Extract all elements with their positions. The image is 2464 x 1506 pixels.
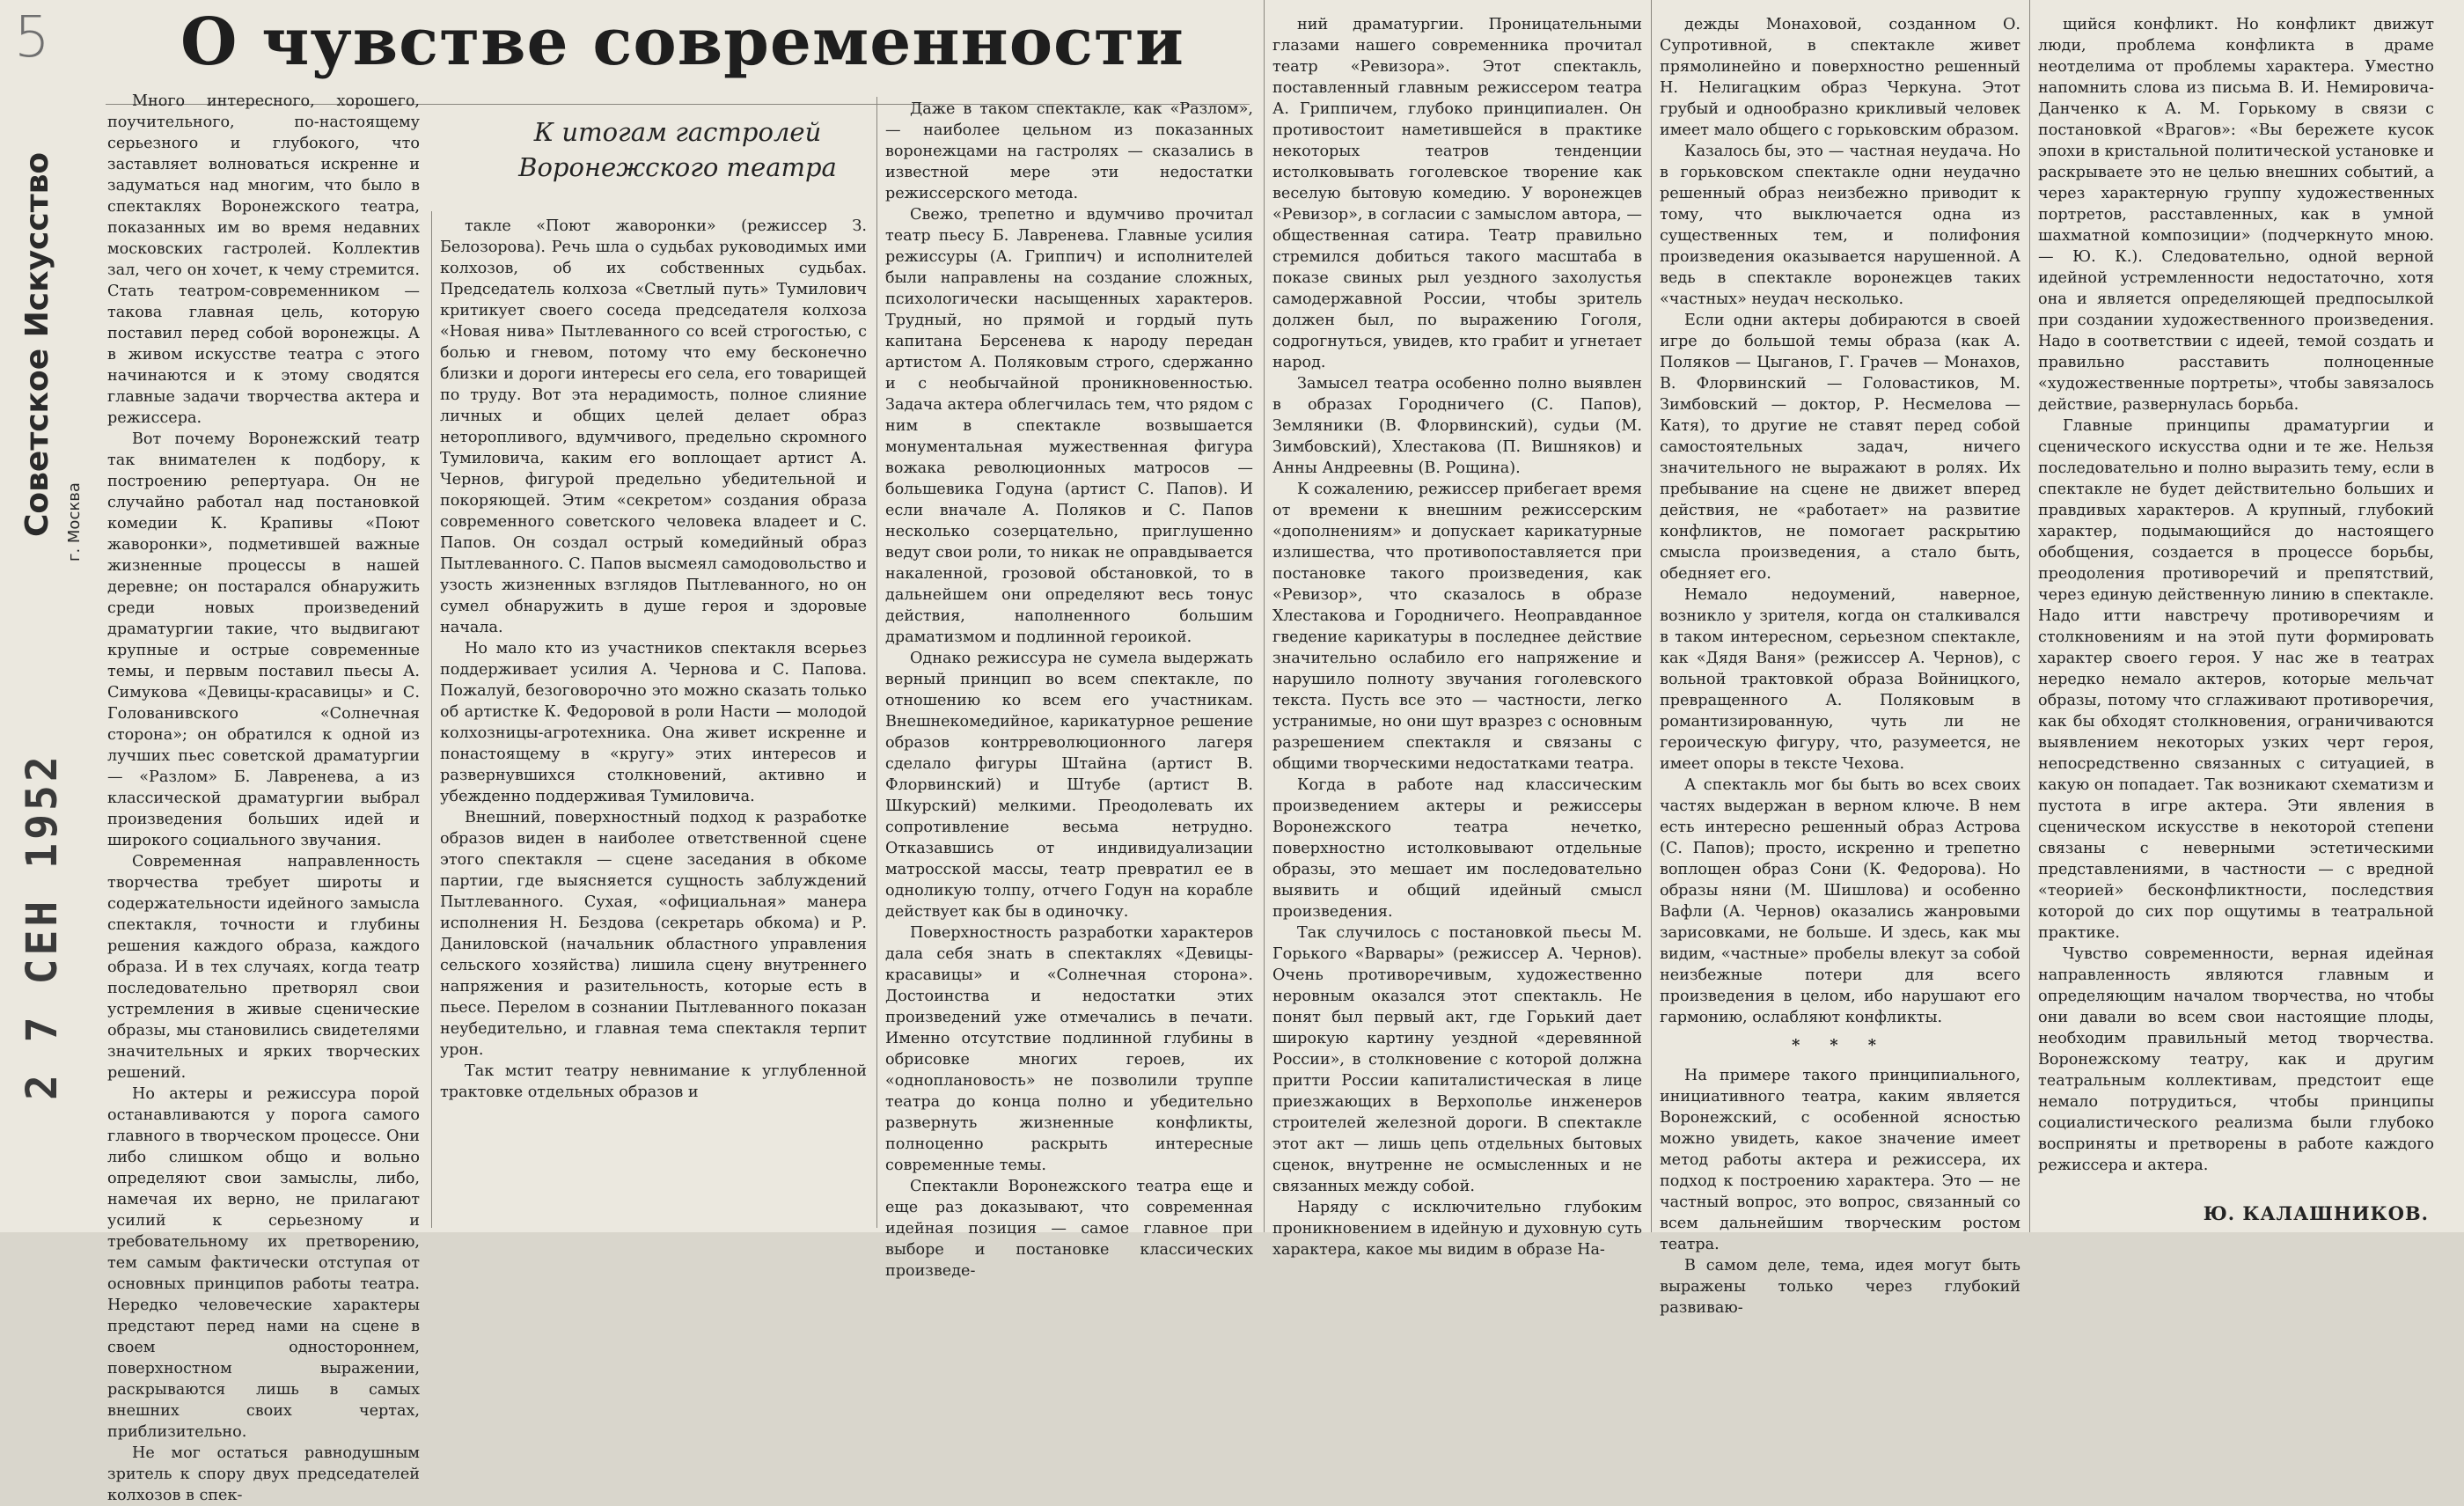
paragraph: щийся конфликт. Но конфликт движут люди, проблема конфликта в драме неотделима от проблемы характера. Уместно напомнить слова из письма В. И. Немировича-Данченко к А. М. Горькому в связи с постановкой «Врагов»: «Вы бережете кусок эпохи в кристальной политической установке и раскрываете это не целью внешних событий, а через характерную группу художественных портретов, расставленных, как в умной шахматной композиции» (подчеркнуто мною. — Ю. К.). Следовательно, одной верной идейной устремленности недостаточно, хотя она и является определяющей предпосылкой при создании художественного произведения. Надо в соответствии с идеей, темой создать и правильно расставить полноценные «художественные портреты», чтобы завязалось действие, развернулась борьба. bbox=[2038, 16, 2434, 414]
column-rule bbox=[1651, 0, 1652, 1232]
date-stamp bbox=[18, 753, 79, 1109]
paragraph: Спектакли Воронежского театра еще и еще раз доказывают, что современная идейная позиция — самое главное при выборе и постановке классических произведе- bbox=[885, 1178, 1253, 1280]
paragraph: ний драматургии. Проницательными глазами нашего современника прочитал театр «Ревизора». Этот спектакль, поставленный главным режиссером театра А. Гриппичем, глубоко принципиален. Он противостоит наметившейся в практике некоторых театров тенденции истолковывать гоголевское творение как веселую бытовую комедию. У воронежцев «Ревизор», в согласии с замыслом автора, — общественная сатира. Театр правильно стремился добиться такого масштаба в показе свиных рыл уездного захолустья самодержавной России, чтобы зритель должен был, по выражению Гоголя, содрогнуться, увидев, кто грабит и угнетает народ. bbox=[1272, 16, 1642, 371]
paragraph: Если одни актеры добираются в своей игре до большой темы образа (как А. Поляков — Цыганов, Г. Грачев — Монахов, В. Флорвинский — Головастиков, М. Зимбовский — доктор, Р. Несмелова — Катя), то другие не ставят перед собой самостоятельных задач, ничего значительного не выражают в ролях. Их пребывание на сцене не движет вперед действия, не «работает» на развитие конфликтов, не помогает раскрытию смысла произведения, а стало быть, обедняет его. bbox=[1660, 312, 2020, 583]
paragraph: Наряду с исключительно глубоким проникновением в идейную и духовную суть характера, какое мы видим в образе На- bbox=[1272, 1199, 1642, 1259]
article-column-2 bbox=[440, 216, 867, 1228]
paragraph: К сожалению, режиссер прибегает время от времени к внешним режиссерским «дополнениям» и допускает карикатурные излишества, что противопоставляется при постановке такого произведения, как «Ревизор», что сказалось в образе Хлестакова и Городничего. Неоправданное гведение карикатуры в последнее действие значительно ослабило его напряжение и нарушило полноту звучания гоголевского текста. Пусть все это — частности, легко устранимые, но они шут вразрез с основным разрешением спектакля и связаны с общими творческими недостатками театра. bbox=[1272, 481, 1642, 773]
paragraph: Внешний, поверхностный подход к разработке образов виден в наиболее ответственной сцене этого спектакля — сцене заседания в обкоме партии, где выясняется сущность заблуждений Пытлеванного. Сухая, «официальная» манера исполнения Н. Бездова (секретарь обкома) и Р. Даниловской (начальник областного управления сельского хозяйства) лишила сцену внутреннего напряжения и разительность, которые есть в пьесе. Перелом в сознании Пытлеванного показан неубедительно, и главная тема спектакля терпит урон. bbox=[440, 809, 867, 1059]
article-column-6 bbox=[2038, 14, 2434, 1198]
paragraph: Когда в работе над классическим произведением актеры и режиссеры Воронежского театра нечетко, поверхностно истолковывают отдельные образы, это мешает им последовательно выявить и общий идейный смысл произведения. bbox=[1272, 776, 1642, 921]
paragraph: Вот почему Воронежский театр так внимателен к подбору, к построению репертуара. Он не случайно работал над постановкой комедии К. Крапивы «Поют жаворонки», подметившей важные жизненные процессы в нашей деревне; он постарался обнаружить среди новых произведений драматургии такие, что выдвигают крупные и острые современные темы, и первым поставил пьесы А. Симукова «Девицы-красавицы» и С. Голованивского «Солнечная сторона»; он обратился к одной из лучших пьес советской драматургии — «Разлом» Б. Лавренева, а из классической драматургии выбрал произведения больших идей и широкого социального звучания. bbox=[107, 430, 420, 849]
paragraph: Не мог остаться равнодушным зритель к спору двух председателей колхозов в спек- bbox=[107, 1444, 420, 1504]
paragraph: Много интересного, хорошего, поучительного, по-настоящему серьезного и глубокого, что заставляет волноваться искренне и задуматься над многим, что было в спектаклях Воронежского театра, показанных им во время недавних московских гастролей. Коллектив зал, чего он хочет, к чему стремится. Стать театром-современником — такова главная цель, которую поставил перед собой воронежцы. А в живом искусстве театра с этого начинаются и к этому сводятся главные задачи творчества актера и режиссера. bbox=[107, 92, 420, 427]
column-rule bbox=[431, 211, 432, 1228]
column-rule bbox=[2029, 0, 2030, 1232]
paragraph: На примере такого принципиального, инициативного театра, каким является Воронежский, с особенной ясностью можно увидеть, какое значение имеет метод работы актера и режиссера, их подход к построению характера. Это — не частный вопрос, это вопрос, связанный со всем дальнейшим творческим ростом театра. bbox=[1660, 1067, 2020, 1253]
paragraph: Но мало кто из участников спектакля всерьез поддерживает усилия А. Чернова и С. Папова. Пожалуй, безоговорочно это можно сказать только об артистке К. Федоровой в роли Насти — молодой колхозницы-агротехника. Она живет искренне и понастоящему в «кругу» этих интересов и развернувшихся столкновений, активно и убежденно поддерживая Тумиловича. bbox=[440, 640, 867, 805]
paragraph: Немало недоумений, наверное, возникло у зрителя, когда он сталкивался в таком интересном, серьезном спектакле, как «Дядя Ваня» (режиссер А. Чернов), с вольной трактовкой образа Войницкого, превращенного А. Поляковым в романтизированную, чуть ли не героическую фигуру, что, разумеется, не имеет опоры в тексте Чехова. bbox=[1660, 586, 2020, 773]
paragraph: Свежо, трепетно и вдумчиво прочитал театр пьесу Б. Лавренева. Главные усилия режиссуры (А. Гриппич) и исполнителей были направлены на создание сложных, психологически насыщенных характеров. Трудный, но прямой и гордый путь капитана Берсенева к народу передан артистом А. Поляковым строго, сдержанно и с необычайной проникновенностью. Задача актера облегчилась тем, что рядом с ним в спектакле возвышается монументальная мужественная фигура вожака революционных матросов — большевика Годуна (артист С. Папов). И если вначале А. Поляков и С. Папов несколько созерцательно, приглушенно ведут свои роли, то никак не оправдывается накаленной, грозовой обстановкой, то в дальнейшем они определяют весь тонус действия, наполненного большим драматизмом и подлинной героикой. bbox=[885, 206, 1253, 646]
newspaper-city: г. Москва bbox=[65, 482, 84, 562]
column-rule bbox=[876, 97, 877, 1228]
paragraph: дежды Монаховой, созданном О. Супротивной, в спектакле живет прямолинейно и поверхностно решенный Н. Нелигацким образ Черкуна. Этот грубый и однообразно крикливый человек имеет мало общего с горьковским образом. bbox=[1660, 16, 2020, 139]
section-divider-stars: * * * bbox=[1792, 1036, 1888, 1054]
pencil-mark: 5 bbox=[14, 5, 50, 70]
paragraph: Даже в таком спектакле, как «Разлом», — наиболее цельном из показанных воронежцами на гастролях — сказались в известной мере эти недостатки режиссерского метода. bbox=[885, 100, 1253, 202]
paragraph: Так мстит театру невнимание к углубленной трактовке отдельных образов и bbox=[440, 1062, 867, 1101]
paragraph: А спектакль мог бы быть во всех своих частях выдержан в верном ключе. В нем есть интересно решенный образ Астрова (С. Папов); просто, искренно и трепетно воплощен образ Сони (К. Федорова). Но образы няни (М. Шишлова) и особенно Вафли (А. Чернов) оказались жанровыми зарисовками, не больше. И здесь, как мы видим, «частные» пробелы влекут за собой неизбежные потери для всего произведения в целом, ибо нарушают его гармонию, ослабляют конфликты. bbox=[1660, 776, 2020, 1026]
article-column-5 bbox=[1660, 14, 2020, 1317]
subtitle-line: К итогам гастролей bbox=[533, 117, 822, 147]
paragraph: такле «Поют жаворонки» (режиссер З. Белозорова). Речь шла о судьбах руководимых ими колхозов, об их собственных судьбах. Председатель колхоза «Светлый путь» Тумилович критикует своего соседа председателя колхоза «Новая нива» Пытлеванного со всей строгостью, с болью и гневом, потому что ему бесконечно близки и дороги интересы его села, его товарищей по труду. Вот эта нерадимость, полное слияние личных и общих целей делает образ неторопливого, вдумчивого, предельно скромного Тумиловича, каким его воплощает артист А. Чернов, фигурой предельно убедительной и покоряющей. Этим «секретом» создания образа современного советского человека владеет и С. Папов. Он создал острый комедийный образ Пытлеванного. С. Папов высмеял самодовольство и узость жизненных взглядов Пытлеванного, но он сумел обнаружить в душе героя и здоровые начала. bbox=[440, 217, 867, 636]
column-rule bbox=[1264, 0, 1265, 1232]
newspaper-name: Советское Искусство bbox=[19, 151, 55, 537]
paragraph: Поверхностность разработки характеров дала себя знать в спектаклях «Девицы-красавицы» и «Солнечная сторона». Достоинства и недостатки этих произведений уже отмечались в печати. Именно отсутствие подлинной глубины в обрисовке многих героев, их «одноплановость» не позволили труппе театра до конца полно и убедительно развернуть жизненные конфликты, полноценно раскрыть интересные современные темы. bbox=[885, 924, 1253, 1174]
archive-margin bbox=[0, 0, 97, 1232]
paragraph: Главные принципы драматургии и сценического искусства одни и те же. Нельзя последовательно и полно выразить тему, если в спектакле не будет действительно больших и правдивых характеров. А крупный, глубокий характер, подымающийся до настоящего обобщения, создается в процессе борьбы, преодоления противоречий и препятствий, через единую действенную линию в спектакле. Надо итти навстречу противоречиям и столкновениям и на этой пути формировать характер своего героя. У нас же в театрах нередко немало актеров, которые мельчат образы, потому что сглаживают противоречия, как бы обходят столкновения, ограничиваются выявлением некоторых узких черт героя, непосредственно связанных с ситуацией, в какую он попадает. Так возникают схематизм и пустота в игре актера. Эти явления в сценическом искусстве в некоторой степени связаны с неверными эстетическими представлениями, в частности — с вредной «теорией» бесконфликтности, последствия которой до сих пор ощутимы в театральной практике. bbox=[2038, 417, 2434, 942]
date-stamp-text: 2 7 СЕН 1952 bbox=[18, 753, 67, 1100]
article-title: О чувстве современности bbox=[180, 4, 1184, 80]
article-subtitle bbox=[502, 114, 854, 185]
author-signature: Ю. КАЛАШНИКОВ. bbox=[2203, 1202, 2429, 1224]
article-column-4 bbox=[1272, 14, 1642, 1259]
paragraph: В самом деле, тема, идея могут быть выражены только через глубокий развиваю- bbox=[1660, 1257, 2020, 1317]
paragraph: Казалось бы, это — частная неудача. Но в горьковском спектакле одни неудачно решенный образ неизбежно приводит к тому, что выключается одна из существенных тем, и полифония произведения оказывается нарушенной. А ведь в спектакле воронежцев таких «частных» неудач несколько. bbox=[1660, 143, 2020, 308]
paragraph: Но актеры и режиссура порой останавливаются у порога самого главного в творческом процессе. Они либо слишком общо и вольно определяют свои замыслы, либо, намечая их верно, не прилагают усилий к серьезному и требовательному их претворению, тем самым фактически отступая от основных принципов работы театра. Нередко человеческие характеры предстают перед нами на сцене в своем одностороннем, поверхностном выражении, раскрываются лишь в самых внешних своих чертах, приблизительно. bbox=[107, 1085, 420, 1441]
article-column-1 bbox=[107, 91, 420, 1504]
paragraph: Замысел театра особенно полно выявлен в образах Городничего (С. Папов), Земляники (В. Флорвинский), судьи (М. Зимбовский), Хлестакова (П. Вишняков) и Анны Андреевны (В. Рощина). bbox=[1272, 375, 1642, 477]
paragraph: Современная направленность творчества требует широты и содержательности идейного замысла спектакля, точности и глубины решения каждого образа, каждого образа. И в тех случаях, когда театр последовательно претворял свои устремления в живые сценические образы, мы становились свидетелями значительных и ярких творческих решений. bbox=[107, 853, 420, 1082]
paragraph: Чувство современности, верная идейная направленность являются главным и определяющим началом творчества, но чтобы они давали во всем свои настоящие плоды, необходим правильный метод творчества. Воронежскому театру, как и другим театральным коллективам, предстоит еще немало потрудиться, чтобы принципы социалистического реализма были глубоко восприняты и претворены в работе каждого режиссера и актера. bbox=[2038, 945, 2434, 1174]
paragraph: Так случилось с постановкой пьесы М. Горького «Варвары» (режиссер А. Чернов). Очень противоречивым, художественно неровным оказался этот спектакль. Не понят был первый акт, где Горький дает широкую картину уездной «деревянной России», в столкновение с которой должна притти России капиталистическая в лице приезжающих в Верхополье инженеров строителей железной дороги. В спектакле этот акт — лишь цепь отдельных бытовых сценок, внутренне не осмысленных и не связанных между собой. bbox=[1272, 924, 1642, 1195]
article-column-3 bbox=[885, 99, 1253, 1280]
masthead bbox=[19, 151, 84, 572]
subtitle-line: Воронежского театра bbox=[518, 152, 837, 182]
paragraph: Однако режиссура не сумела выдержать верный принцип во всем спектакле, по отношению ко всем его участникам. Внешнекомедийное, карикатурное решение образов контрреволюционного лагеря сделало фигуры Штайна (артист В. Флорвинский) и Штубе (артист В. Шкурский) мелкими. Преодолевать их сопротивление весьма нетрудно. Отказавшись от индивидуализации матросской массы, театр превратил ее в одноликую толпу, отчего Годун на корабле действует как бы в одиночку. bbox=[885, 650, 1253, 921]
